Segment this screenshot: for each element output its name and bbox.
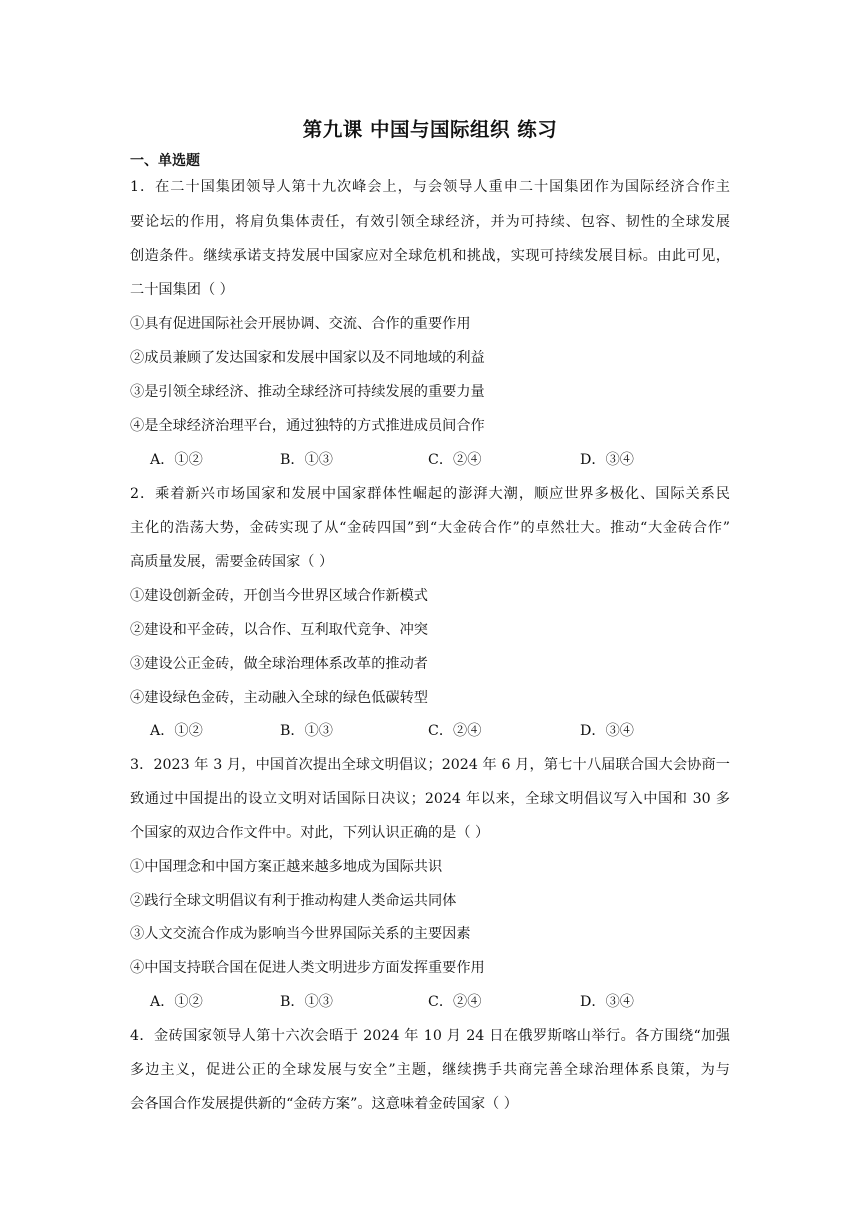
question-stem-line: 4．金砖国家领导人第十六次会晤于 2024 年 10 月 24 日在俄罗斯喀山举行。各方围绕“加强	[130, 1028, 730, 1044]
question-stem-line: 致通过中国提出的设立文明对话国际日决议；2024 年以来，全球文明倡议写入中国和 30 多	[130, 791, 730, 807]
question-stem-line: 多边主义，促进公正的全球发展与安全”主题，继续携手共商完善全球治理体系良策，为与	[130, 1062, 730, 1078]
statement-item: ④中国支持联合国在促进人类文明进步方面发挥重要作用	[130, 960, 485, 976]
page-title: 第九课 中国与国际组织 练习	[302, 118, 558, 141]
option-b: B．①③	[280, 452, 333, 468]
question-stem-line: 2．乘着新兴市场国家和发展中国家群体性崛起的澎湃大潮，顺应世界多极化、国际关系民	[130, 486, 730, 502]
option-a: A．①②	[150, 994, 203, 1010]
question-stem-line: 二十国集团（ ）	[130, 282, 234, 298]
question-stem-line: 会各国合作发展提供新的“金砖方案”。这意味着金砖国家（ ）	[130, 1096, 518, 1112]
statement-item: ④建设绿色金砖，主动融入全球的绿色低碳转型	[130, 690, 428, 706]
question-stem-line: 个国家的双边合作文件中。对此，下列认识正确的是（ ）	[130, 825, 490, 841]
statement-item: ③建设公正金砖，做全球治理体系改革的推动者	[130, 656, 428, 672]
option-c: C．②④	[428, 994, 482, 1010]
option-c: C．②④	[428, 452, 482, 468]
statement-item: ④是全球经济治理平台，通过独特的方式推进成员间合作	[130, 418, 485, 434]
option-b: B．①③	[280, 723, 333, 739]
option-d: D．③④	[580, 994, 634, 1010]
question-stem-line: 1．在二十国集团领导人第十九次峰会上，与会领导人重申二十国集团作为国际经济合作主	[130, 179, 730, 195]
option-d: D．③④	[580, 723, 634, 739]
statement-item: ①具有促进国际社会开展协调、交流、合作的重要作用	[130, 316, 471, 332]
question-stem-line: 3．2023 年 3 月，中国首次提出全球文明倡议；2024 年 6 月，第七十八届联合国大会协商一	[130, 757, 730, 773]
question-stem-line: 高质量发展，需要金砖国家（ ）	[130, 554, 334, 570]
statement-item: ②成员兼顾了发达国家和发展中国家以及不同地域的利益	[130, 350, 485, 366]
statement-item: ②践行全球文明倡议有利于推动构建人类命运共同体	[130, 893, 457, 909]
statement-item: ①建设创新金砖，开创当今世界区域合作新模式	[130, 588, 428, 604]
question-stem-line: 创造条件。继续承诺支持发展中国家应对全球危机和挑战，实现可持续发展目标。由此可见，	[130, 248, 730, 264]
option-c: C．②④	[428, 723, 482, 739]
statement-item: ③是引领全球经济、推动全球经济可持续发展的重要力量	[130, 384, 485, 400]
section-heading: 一、单选题	[130, 153, 200, 169]
statement-item: ②建设和平金砖，以合作、互利取代竞争、冲突	[130, 622, 428, 638]
statement-item: ①中国理念和中国方案正越来越多地成为国际共识	[130, 859, 443, 875]
option-b: B．①③	[280, 994, 333, 1010]
question-stem-line: 主化的浩荡大势，金砖实现了从“金砖四国”到“大金砖合作”的卓然壮大。推动“大金砖合作”	[130, 520, 730, 536]
option-a: A．①②	[150, 452, 203, 468]
question-stem-line: 要论坛的作用，将肩负集体责任，有效引领全球经济，并为可持续、包容、韧性的全球发展	[130, 214, 730, 230]
option-a: A．①②	[150, 723, 203, 739]
option-d: D．③④	[580, 452, 634, 468]
statement-item: ③人文交流合作成为影响当今世界国际关系的主要因素	[130, 926, 471, 942]
